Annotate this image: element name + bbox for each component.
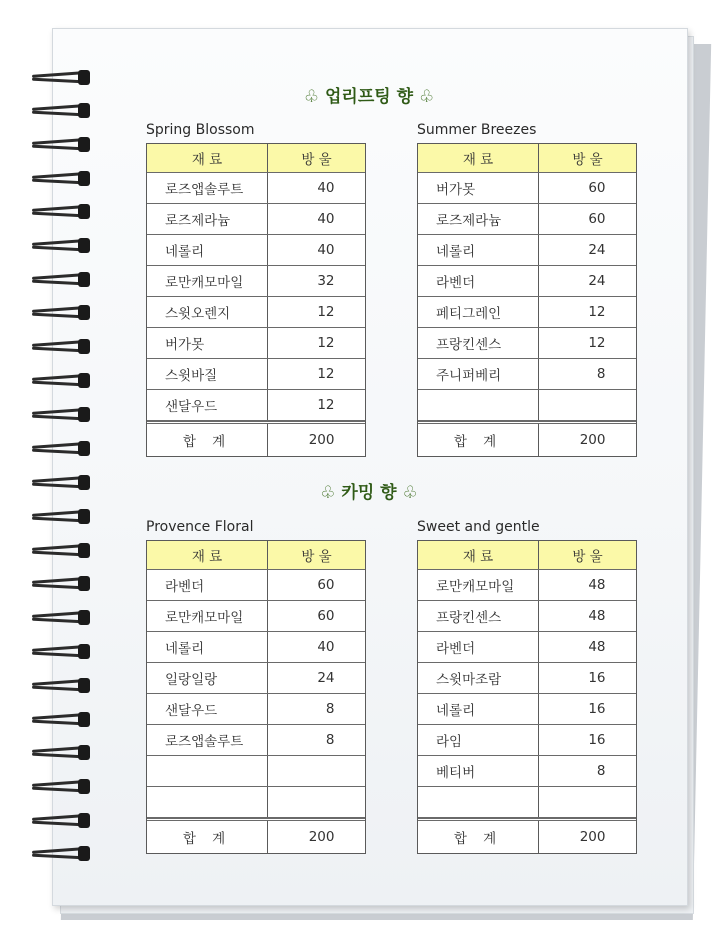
clover-icon: ♧ (303, 87, 320, 107)
cell-ingredient: 프랑킨센스 (418, 328, 539, 358)
cell-drops (268, 204, 365, 234)
cell-ingredient: 버가못 (147, 328, 268, 358)
recipe-table-block (146, 121, 366, 457)
spiral-binding (0, 0, 100, 948)
cell-ingredient: 스윗마조람 (418, 663, 539, 693)
section-title-text: 업리프팅 향 (324, 87, 414, 107)
cell-ingredient: 로즈앱솔루트 (147, 725, 268, 755)
drops-value: 200 (579, 432, 606, 448)
cell-ingredient: 로만캐모마일 (418, 570, 539, 600)
cell-drops (539, 235, 636, 265)
cell-ingredient: 로만캐모마일 (147, 601, 268, 631)
table-row (147, 235, 365, 266)
table-row (147, 390, 365, 421)
cell-ingredient: 재 료 (418, 541, 539, 569)
table-row (147, 787, 365, 818)
table-title: Spring Blossom (146, 122, 255, 138)
cell-ingredient: 프랑킨센스 (418, 601, 539, 631)
drops-value: 8 (325, 732, 335, 748)
cell-drops (268, 359, 365, 389)
spiral-ring (32, 204, 90, 220)
table-row (418, 787, 636, 818)
cell-ingredient: 재 료 (418, 144, 539, 172)
drops-value: 16 (588, 670, 606, 686)
table-title: Sweet and gentle (417, 519, 540, 535)
table-row (147, 570, 365, 601)
drops-value: 40 (317, 242, 335, 258)
cell-ingredient (147, 787, 268, 817)
table-row (418, 632, 636, 663)
section-title-text: 카밍 향 (341, 483, 397, 503)
table-row (418, 266, 636, 297)
table-row (147, 328, 365, 359)
table-row (418, 235, 636, 266)
cell-drops (539, 570, 636, 600)
cell-drops (268, 328, 365, 358)
spiral-ring (32, 745, 90, 761)
drops-value: 60 (317, 608, 335, 624)
table-total-row (418, 818, 636, 853)
spiral-ring (32, 678, 90, 694)
cell-drops (539, 632, 636, 662)
table-row (147, 204, 365, 235)
drops-value: 12 (317, 397, 335, 413)
cell-ingredient: 스윗오렌지 (147, 297, 268, 327)
cell-ingredient: 로만캐모마일 (147, 266, 268, 296)
cell-ingredient: 라벤더 (418, 266, 539, 296)
cell-ingredient: 샌달우드 (147, 390, 268, 420)
cell-drops (268, 297, 365, 327)
cell-ingredient: 네롤리 (147, 235, 268, 265)
cell-drops (268, 173, 365, 203)
drops-value: 16 (588, 701, 606, 717)
cell-ingredient: 재 료 (147, 144, 268, 172)
cell-ingredient: 라임 (418, 725, 539, 755)
cell-drops (268, 821, 365, 853)
spiral-ring (32, 407, 90, 423)
cell-ingredient: 합 계 (147, 821, 268, 853)
table-row (147, 725, 365, 756)
table-header-row (418, 541, 636, 570)
drops-value: 12 (317, 335, 335, 351)
recipe-table (146, 540, 366, 854)
cell-ingredient: 합 계 (418, 821, 539, 853)
cell-drops (268, 390, 365, 420)
drops-value: 48 (588, 577, 606, 593)
clover-icon: ♧ (402, 483, 418, 503)
section-title-uplifting (52, 82, 686, 107)
table-row (418, 756, 636, 787)
section-title-calming (52, 478, 686, 503)
table-row (418, 359, 636, 390)
spiral-ring (32, 272, 90, 288)
cell-drops (539, 297, 636, 327)
drops-value: 8 (596, 366, 606, 382)
drops-value: 12 (317, 366, 335, 382)
drops-value: 8 (596, 763, 606, 779)
drops-value: 12 (588, 304, 606, 320)
cell-drops (268, 601, 365, 631)
cell-drops (268, 235, 365, 265)
drops-value: 40 (317, 211, 335, 227)
drops-value: 200 (579, 829, 606, 845)
spiral-ring (32, 644, 90, 660)
table-title: Summer Breezes (417, 122, 537, 138)
drops-value: 12 (588, 335, 606, 351)
drops-value: 24 (588, 242, 606, 258)
spiral-ring (32, 543, 90, 559)
cell-drops (539, 266, 636, 296)
cell-ingredient: 버가못 (418, 173, 539, 203)
drops-value: 48 (588, 639, 606, 655)
table-row (418, 601, 636, 632)
table-row (418, 663, 636, 694)
cell-ingredient: 네롤리 (147, 632, 268, 662)
spiral-ring (32, 779, 90, 795)
cell-ingredient: 샌달우드 (147, 694, 268, 724)
spiral-ring (32, 610, 90, 626)
cell-ingredient: 라벤더 (147, 570, 268, 600)
table-row (147, 601, 365, 632)
drops-value: 60 (588, 211, 606, 227)
cell-drops (268, 787, 365, 817)
drops-value: 24 (317, 670, 335, 686)
spiral-ring (32, 576, 90, 592)
cell-drops: 방 울 (301, 152, 332, 168)
cell-ingredient: 합 계 (147, 424, 268, 456)
cell-ingredient: 로즈제라늄 (147, 204, 268, 234)
cell-drops: 방 울 (572, 152, 603, 168)
cell-drops (268, 266, 365, 296)
cell-ingredient: 일랑일랑 (147, 663, 268, 693)
table-row (418, 328, 636, 359)
spiral-ring (32, 712, 90, 728)
cell-drops (539, 756, 636, 786)
cell-drops (539, 424, 636, 456)
table-row (418, 694, 636, 725)
table-row (418, 173, 636, 204)
cell-ingredient: 라벤더 (418, 632, 539, 662)
cell-drops (539, 663, 636, 693)
cell-drops (268, 694, 365, 724)
recipe-table-block (417, 518, 637, 854)
spiral-ring (32, 137, 90, 153)
table-row (418, 204, 636, 235)
spiral-ring (32, 846, 90, 862)
drops-value: 60 (317, 577, 335, 593)
recipe-table (417, 540, 637, 854)
drops-value: 8 (325, 701, 335, 717)
cell-ingredient: 주니퍼베리 (418, 359, 539, 389)
cell-ingredient: 로즈제라늄 (418, 204, 539, 234)
drops-value: 16 (588, 732, 606, 748)
cell-drops (268, 632, 365, 662)
table-row (147, 266, 365, 297)
table-total-row (147, 818, 365, 853)
cell-ingredient: 로즈앱솔루트 (147, 173, 268, 203)
table-header-row (147, 541, 365, 570)
cell-drops (539, 173, 636, 203)
clover-icon: ♧ (418, 87, 435, 107)
cell-ingredient: 페티그레인 (418, 297, 539, 327)
recipe-table-block (146, 518, 366, 854)
drops-value: 40 (317, 180, 335, 196)
spiral-ring (32, 339, 90, 355)
cell-drops (539, 204, 636, 234)
clover-icon: ♧ (320, 483, 336, 503)
cell-drops (539, 694, 636, 724)
recipe-table (417, 143, 637, 457)
cell-ingredient (418, 390, 539, 420)
recipe-table (146, 143, 366, 457)
cell-drops (539, 601, 636, 631)
cell-ingredient (147, 756, 268, 786)
cell-drops (539, 725, 636, 755)
recipe-table-block (417, 121, 637, 457)
cell-ingredient: 합 계 (418, 424, 539, 456)
drops-value: 60 (588, 180, 606, 196)
table-header-row (147, 144, 365, 173)
table-row (147, 663, 365, 694)
cell-drops: 방 울 (572, 549, 603, 565)
table-row (147, 359, 365, 390)
table-row (147, 632, 365, 663)
drops-value: 200 (308, 432, 335, 448)
drops-value: 40 (317, 639, 335, 655)
cell-ingredient: 베티버 (418, 756, 539, 786)
table-row (147, 297, 365, 328)
spiral-ring (32, 238, 90, 254)
spiral-ring (32, 305, 90, 321)
spiral-ring (32, 171, 90, 187)
drops-value: 200 (308, 829, 335, 845)
cell-ingredient: 네롤리 (418, 694, 539, 724)
cell-drops (539, 359, 636, 389)
cell-drops (268, 725, 365, 755)
table-row (147, 756, 365, 787)
table-total-row (147, 421, 365, 456)
table-row (147, 173, 365, 204)
cell-drops (539, 390, 636, 420)
table-header-row (418, 144, 636, 173)
table-row (418, 390, 636, 421)
cell-drops (268, 663, 365, 693)
spiral-ring (32, 509, 90, 525)
table-row (418, 725, 636, 756)
cell-drops: 방 울 (301, 549, 332, 565)
table-row (418, 297, 636, 328)
spiral-ring (32, 813, 90, 829)
cell-ingredient (418, 787, 539, 817)
cell-ingredient: 스윗바질 (147, 359, 268, 389)
drops-value: 24 (588, 273, 606, 289)
drops-value: 32 (317, 273, 335, 289)
cell-drops (539, 821, 636, 853)
cell-drops (268, 570, 365, 600)
cell-drops (539, 328, 636, 358)
cell-drops (539, 787, 636, 817)
drops-value: 48 (588, 608, 606, 624)
table-total-row (418, 421, 636, 456)
table-title: Provence Floral (146, 519, 254, 535)
table-row (418, 570, 636, 601)
drops-value: 12 (317, 304, 335, 320)
table-row (147, 694, 365, 725)
cell-drops (268, 424, 365, 456)
cell-drops (268, 756, 365, 786)
spiral-ring (32, 441, 90, 457)
cell-ingredient: 재 료 (147, 541, 268, 569)
cell-ingredient: 네롤리 (418, 235, 539, 265)
spiral-ring (32, 373, 90, 389)
